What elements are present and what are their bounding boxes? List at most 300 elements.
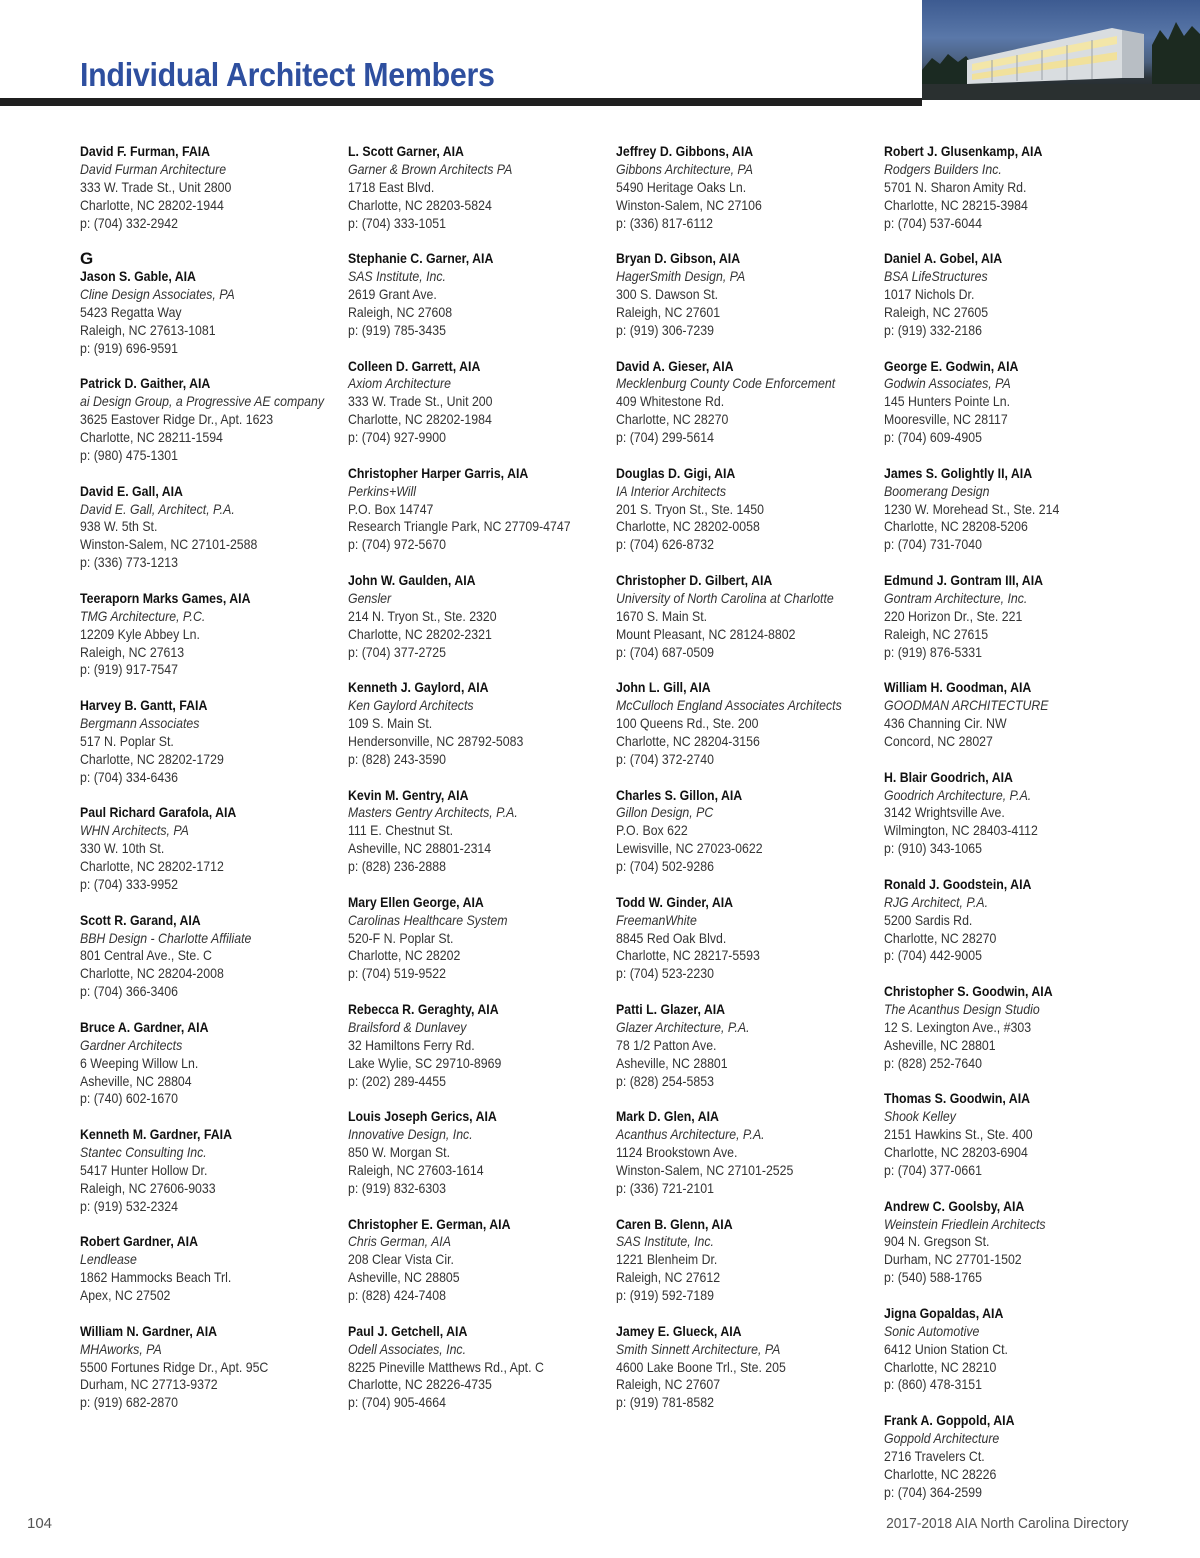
member-firm: Ken Gaylord Architects [348,697,474,714]
member-firm: Bergmann Associates [80,715,200,732]
member-firm: Weinstein Friedlein Architects [884,1215,1046,1232]
member-phone: p: (336) 817-6112 [616,214,714,231]
member-address-line: Winston-Salem, NC 27106 [616,196,762,213]
member-name: Louis Joseph Gerics, AIA [348,1108,497,1125]
member-phone: p: (704) 377-2725 [348,643,446,660]
member-phone: p: (919) 781-8582 [616,1394,714,1411]
member-address-line: 4600 Lake Boone Trl., Ste. 205 [616,1358,786,1375]
member-name: Daniel A. Gobel, AIA [884,250,1003,267]
member-firm: David E. Gall, Architect, P.A. [80,500,235,517]
member-firm: Goodrich Architecture, P.A. [884,786,1032,803]
member-firm: Rodgers Builders Inc. [884,160,1002,177]
member-firm: Sonic Automotive [884,1322,980,1339]
member-name: Jeffrey D. Gibbons, AIA [616,143,754,159]
member-address-line: 1670 S. Main St. [616,607,708,624]
member-entry [616,143,878,232]
member-entry [884,876,1146,965]
column-4 [884,143,1146,1519]
member-entry [348,143,610,232]
member-firm: Gontram Architecture, Inc. [884,589,1028,606]
member-address-line: Winston-Salem, NC 27101-2588 [80,536,258,553]
member-phone: p: (860) 478-3151 [884,1376,982,1393]
member-name: Ronald J. Goodstein, AIA [884,875,1032,892]
member-entry [348,787,610,876]
member-address-line: 330 W. 10th St. [80,840,165,857]
member-name: Patrick D. Gaither, AIA [80,375,211,392]
member-address-line: Charlotte, NC 28202-1944 [80,196,224,213]
member-firm: Lendlease [80,1251,137,1268]
member-address-line: Raleigh, NC 27613-1081 [80,321,216,338]
member-address-line: 5490 Heritage Oaks Ln. [616,178,747,195]
member-name: David F. Furman, FAIA [80,143,211,159]
member-firm: Stantec Consulting Inc. [80,1144,207,1161]
member-phone: p: (919) 832-6303 [348,1179,446,1196]
member-address-line: 938 W. 5th St. [80,518,158,535]
member-address-line: Charlotte, NC 28202 [348,947,461,964]
member-address-line: Charlotte, NC 28270 [616,411,729,428]
member-name: William H. Goodman, AIA [884,679,1032,696]
member-entry [884,1090,1146,1179]
member-address-line: 3625 Eastover Ridge Dr., Apt. 1623 [80,411,274,428]
member-name: Paul Richard Garafola, AIA [80,804,237,821]
member-address-line: 333 W. Trade St., Unit 200 [348,393,493,410]
member-phone: p: (828) 424-7408 [348,1287,446,1304]
member-name: Christopher Harper Garris, AIA [348,464,529,481]
member-address-line: 520-F N. Poplar St. [348,929,454,946]
member-address-line: 333 W. Trade St., Unit 2800 [80,178,232,195]
member-address-line: 5500 Fortunes Ridge Dr., Apt. 95C [80,1358,269,1375]
member-address-line: 850 W. Morgan St. [348,1144,451,1161]
member-entry [80,1233,342,1305]
member-address-line: Asheville, NC 28801-2314 [348,840,492,857]
member-firm: Mecklenburg County Code Enforcement [616,375,836,392]
member-name: Jigna Gopaldas, AIA [884,1304,1004,1321]
member-address-line: Asheville, NC 28805 [348,1269,460,1286]
member-entry [616,1323,878,1412]
member-address-line: Raleigh, NC 27605 [884,303,989,320]
member-entry [80,804,342,893]
member-address-line: 517 N. Poplar St. [80,732,174,749]
member-entry [884,1412,1146,1501]
member-entry [348,679,610,768]
member-entry [80,590,342,679]
member-address-line: Raleigh, NC 27615 [884,625,989,642]
member-firm: ai Design Group, a Progressive AE company [80,393,325,410]
member-firm: Perkins+Will [348,482,417,499]
member-phone: p: (704) 442-9005 [884,947,982,964]
member-name: Rebecca R. Geraghty, AIA [348,1001,499,1017]
member-name: L. Scott Garner, AIA [348,143,464,159]
member-columns [0,143,1200,1513]
member-name: Robert Gardner, AIA [80,1233,198,1250]
member-phone: p: (704) 333-1051 [348,214,446,231]
member-phone: p: (202) 289-4455 [348,1072,446,1089]
member-address-line: 300 S. Dawson St. [616,286,719,303]
member-address-line: 220 Horizon Dr., Ste. 221 [884,607,1023,624]
member-firm: Shook Kelley [884,1108,956,1125]
member-firm: Boomerang Design [884,482,990,499]
member-address-line: 6 Weeping Willow Ln. [80,1054,199,1071]
member-entry [616,1216,878,1305]
member-address-line: Charlotte, NC 28203-5824 [348,196,492,213]
member-firm: SAS Institute, Inc. [348,268,446,285]
member-phone: p: (704) 905-4664 [348,1394,446,1411]
member-name: Thomas S. Goodwin, AIA [884,1090,1031,1107]
member-address-line: Apex, NC 27502 [80,1287,171,1304]
member-entry [616,679,878,768]
member-phone: p: (704) 334-6436 [80,768,178,785]
member-address-line: Raleigh, NC 27606-9033 [80,1179,216,1196]
member-address-line: Charlotte, NC 28226-4735 [348,1376,492,1393]
member-entry [80,1019,342,1108]
member-phone: p: (828) 236-2888 [348,858,446,875]
member-address-line: 6412 Union Station Ct. [884,1340,1008,1357]
member-firm: Odell Associates, Inc. [348,1340,467,1357]
column-2 [348,143,610,1430]
member-address-line: P.O. Box 622 [616,822,688,839]
member-address-line: 5701 N. Sharon Amity Rd. [884,178,1027,195]
member-entry [80,912,342,1001]
member-phone: p: (704) 927-9900 [348,429,446,446]
member-entry [884,250,1146,339]
member-address-line: Charlotte, NC 28208-5206 [884,518,1028,535]
member-address-line: Hendersonville, NC 28792-5083 [348,732,524,749]
member-phone: p: (704) 299-5614 [616,429,714,446]
member-entry [616,572,878,661]
member-entry [616,465,878,554]
member-name: Charles S. Gillon, AIA [616,786,743,803]
member-entry [884,769,1146,858]
member-address-line: 904 N. Gregson St. [884,1233,990,1250]
member-name: William N. Gardner, AIA [80,1322,218,1339]
member-name: Jason S. Gable, AIA [80,268,196,285]
member-address-line: 1124 Brookstown Ave. [616,1144,738,1161]
member-phone: p: (919) 785-3435 [348,321,446,338]
member-address-line: 214 N. Tryon St., Ste. 2320 [348,607,497,624]
member-phone: p: (704) 609-4905 [884,429,982,446]
member-address-line: Asheville, NC 28801 [616,1054,728,1071]
member-address-line: Mooresville, NC 28117 [884,411,1008,428]
member-address-line: Raleigh, NC 27601 [616,303,721,320]
member-firm: The Acanthus Design Studio [884,1001,1040,1017]
member-address-line: 5200 Sardis Rd. [884,911,973,928]
member-phone: p: (919) 332-2186 [884,321,982,338]
member-address-line: 201 S. Tryon St., Ste. 1450 [616,500,764,517]
member-address-line: Charlotte, NC 28226 [884,1465,997,1482]
member-phone: p: (704) 372-2740 [616,750,714,767]
member-entry [80,375,342,464]
member-firm: Acanthus Architecture, P.A. [616,1126,765,1143]
member-address-line: 8225 Pineville Matthews Rd., Apt. C [348,1358,544,1375]
member-address-line: 100 Queens Rd., Ste. 200 [616,715,759,732]
member-entry [80,1126,342,1215]
member-entry [348,465,610,554]
member-entry [884,679,1146,751]
member-firm: Cline Design Associates, PA [80,286,235,303]
header-building-photo [922,0,1200,100]
member-phone: p: (919) 917-7547 [80,661,178,678]
member-address-line: Charlotte, NC 28217-5593 [616,947,760,964]
member-address-line: Asheville, NC 28801 [884,1036,996,1053]
member-name: H. Blair Goodrich, AIA [884,768,1013,785]
member-name: John L. Gill, AIA [616,679,711,696]
member-name: Scott R. Garand, AIA [80,911,201,928]
member-firm: HagerSmith Design, PA [616,268,746,285]
member-firm: Brailsford & Dunlavey [348,1018,467,1035]
member-address-line: Charlotte, NC 28204-3156 [616,732,760,749]
member-address-line: 3142 Wrightsville Ave. [884,804,1005,821]
member-firm: Axiom Architecture [348,375,451,392]
member-firm: Chris German, AIA [348,1233,451,1250]
member-address-line: 1017 Nichols Dr. [884,286,975,303]
member-entry [616,1001,878,1090]
member-entry [616,787,878,876]
member-address-line: 436 Channing Cir. NW [884,715,1007,732]
member-name: David A. Gieser, AIA [616,357,734,374]
member-address-line: 5417 Hunter Hollow Dr. [80,1161,208,1178]
member-entry [616,1108,878,1197]
member-firm: RJG Architect, P.A. [884,893,989,910]
member-address-line: 1862 Hammocks Beach Trl. [80,1269,232,1286]
member-address-line: 2619 Grant Ave. [348,286,437,303]
member-phone: p: (704) 366-3406 [80,983,178,1000]
member-entry [348,1001,610,1090]
member-phone: p: (336) 773-1213 [80,554,178,571]
member-name: James S. Golightly II, AIA [884,464,1033,481]
member-address-line: Research Triangle Park, NC 27709-4747 [348,518,571,535]
member-address-line: 1221 Blenheim Dr. [616,1251,718,1268]
member-entry [80,483,342,572]
member-address-line: 2151 Hawkins St., Ste. 400 [884,1126,1033,1143]
member-firm: Gillon Design, PC [616,804,714,821]
member-address-line: Raleigh, NC 27603-1614 [348,1161,484,1178]
member-entry [80,250,342,357]
member-address-line: Charlotte, NC 28202-1984 [348,411,492,428]
member-entry [348,1323,610,1412]
member-address-line: Charlotte, NC 28202-0058 [616,518,760,535]
member-entry [884,572,1146,661]
member-firm: FreemanWhite [616,911,697,928]
member-firm: David Furman Architecture [80,160,227,177]
member-address-line: Charlotte, NC 28210 [884,1358,997,1375]
member-address-line: Raleigh, NC 27607 [616,1376,721,1393]
member-firm: BSA LifeStructures [884,268,988,285]
member-firm: Goppold Architecture [884,1430,1000,1446]
member-address-line: 109 S. Main St. [348,715,433,732]
member-address-line: Charlotte, NC 28204-2008 [80,965,224,982]
member-address-line: Lake Wylie, SC 29710-8969 [348,1054,502,1071]
member-phone: p: (704) 537-6044 [884,214,982,231]
member-address-line: Winston-Salem, NC 27101-2525 [616,1161,794,1178]
member-firm: Garner & Brown Architects PA [348,160,513,177]
member-address-line: Charlotte, NC 28215-3984 [884,196,1028,213]
directory-footer: 2017-2018 AIA North Carolina Directory [885,1515,1128,1532]
member-address-line: 32 Hamiltons Ferry Rd. [348,1036,475,1053]
member-firm: Gensler [348,589,392,606]
member-entry [348,358,610,447]
member-phone: p: (704) 972-5670 [348,536,446,553]
member-phone: p: (919) 682-2870 [80,1394,178,1411]
member-entry [616,250,878,339]
member-name: Edmund J. Gontram III, AIA [884,572,1044,588]
member-firm: Gibbons Architecture, PA [616,160,753,177]
header-rule [0,98,922,106]
member-entry [884,358,1146,447]
member-address-line: Lewisville, NC 27023-0622 [616,840,763,857]
member-address-line: 145 Hunters Pointe Ln. [884,393,1011,410]
member-name: Patti L. Glazer, AIA [616,1001,726,1017]
member-entry [884,143,1146,232]
member-address-line: Charlotte, NC 28211-1594 [80,429,223,446]
member-name: David E. Gall, AIA [80,482,183,499]
member-address-line: Durham, NC 27701-1502 [884,1251,1022,1268]
member-firm: TMG Architecture, P.C. [80,607,206,624]
member-phone: p: (919) 306-7239 [616,321,714,338]
member-address-line: 8845 Red Oak Blvd. [616,929,727,946]
member-entry [348,894,610,983]
member-phone: p: (704) 687-0509 [616,643,714,660]
member-address-line: Charlotte, NC 28202-1729 [80,750,224,767]
member-address-line: 1230 W. Morehead St., Ste. 214 [884,500,1060,517]
member-name: Caren B. Glenn, AIA [616,1215,733,1232]
member-address-line: Charlotte, NC 28202-1712 [80,858,224,875]
member-entry [348,250,610,339]
member-firm: MHAworks, PA [80,1340,162,1357]
member-address-line: 1718 East Blvd. [348,178,435,195]
member-name: Jamey E. Glueck, AIA [616,1322,742,1339]
member-firm: Godwin Associates, PA [884,375,1011,392]
member-address-line: Raleigh, NC 27608 [348,303,453,320]
member-address-line: Wilmington, NC 28403-4112 [884,822,1038,839]
member-address-line: Raleigh, NC 27613 [80,643,185,660]
member-entry [884,1305,1146,1394]
member-name: Andrew C. Goolsby, AIA [884,1197,1025,1214]
member-name: Paul J. Getchell, AIA [348,1322,468,1339]
member-address-line: 12 S. Lexington Ave., #303 [884,1018,1032,1035]
member-phone: p: (980) 475-1301 [80,446,178,463]
member-phone: p: (828) 254-5853 [616,1072,714,1089]
member-firm: GOODMAN ARCHITECTURE [884,697,1049,714]
member-name: Christopher D. Gilbert, AIA [616,572,773,588]
member-address-line: P.O. Box 14747 [348,500,434,517]
member-name: Mark D. Glen, AIA [616,1108,719,1125]
member-entry [348,1216,610,1305]
member-name: Douglas D. Gigi, AIA [616,464,736,481]
member-firm: Carolinas Healthcare System [348,911,508,928]
member-name: Bryan D. Gibson, AIA [616,250,741,267]
member-entry [80,1323,342,1412]
member-entry [884,465,1146,554]
member-entry [884,1198,1146,1287]
member-name: George E. Godwin, AIA [884,357,1019,374]
member-address-line: 2716 Travelers Ct. [884,1447,985,1464]
member-name: Kenneth M. Gardner, FAIA [80,1126,232,1143]
section-letter: G [80,249,94,269]
member-phone: p: (704) 377-0661 [884,1161,982,1178]
member-phone: p: (919) 532-2324 [80,1197,178,1214]
member-address-line: 5423 Regatta Way [80,303,182,320]
member-entry [80,697,342,786]
member-phone: p: (704) 731-7040 [884,536,982,553]
member-phone: p: (704) 523-2230 [616,965,714,982]
member-phone: p: (704) 519-9522 [348,965,446,982]
member-address-line: Raleigh, NC 27612 [616,1269,721,1286]
member-firm: Smith Sinnett Architecture, PA [616,1340,781,1357]
member-firm: Gardner Architects [80,1036,183,1053]
member-address-line: Charlotte, NC 28270 [884,929,997,946]
column-1 [80,143,342,1430]
member-firm: BBH Design - Charlotte Affiliate [80,929,252,946]
member-address-line: Mount Pleasant, NC 28124-8802 [616,625,796,642]
member-name: Christopher S. Goodwin, AIA [884,983,1053,1000]
page-title: Individual Architect Members [80,56,495,93]
member-address-line: Durham, NC 27713-9372 [80,1376,218,1393]
member-entry [616,358,878,447]
member-name: Frank A. Goppold, AIA [884,1412,1015,1429]
member-phone: p: (910) 343-1065 [884,840,982,857]
member-name: Harvey B. Gantt, FAIA [80,697,208,714]
member-name: Christopher E. German, AIA [348,1215,511,1232]
member-address-line: Concord, NC 28027 [884,732,993,749]
member-phone: p: (336) 721-2101 [616,1179,714,1196]
member-phone: p: (740) 602-1670 [80,1090,178,1107]
member-firm: IA Interior Architects [616,482,727,499]
column-3 [616,143,878,1430]
member-phone: p: (828) 243-3590 [348,750,446,767]
member-name: Stephanie C. Garner, AIA [348,250,494,267]
member-name: Robert J. Glusenkamp, AIA [884,143,1043,159]
member-address-line: 409 Whitestone Rd. [616,393,725,410]
member-entry [616,894,878,983]
member-phone: p: (919) 876-5331 [884,643,982,660]
member-firm: Innovative Design, Inc. [348,1126,473,1143]
page-number: 104 [27,1515,53,1532]
member-name: Kevin M. Gentry, AIA [348,786,469,803]
member-address-line: Charlotte, NC 28202-2321 [348,625,492,642]
member-entry [80,143,342,232]
member-name: Mary Ellen George, AIA [348,893,484,910]
member-entry [884,983,1146,1072]
member-firm: McCulloch England Associates Architects [616,697,842,714]
member-address-line: 111 E. Chestnut St. [348,822,454,839]
member-firm: SAS Institute, Inc. [616,1233,714,1250]
member-address-line: 12209 Kyle Abbey Ln. [80,625,200,642]
member-firm: University of North Carolina at Charlotte [616,589,834,606]
member-address-line: Charlotte, NC 28203-6904 [884,1144,1028,1161]
member-address-line: 208 Clear Vista Cir. [348,1251,454,1268]
member-firm: Glazer Architecture, P.A. [616,1018,750,1035]
member-phone: p: (704) 626-8732 [616,536,714,553]
member-name: Colleen D. Garrett, AIA [348,357,481,374]
member-phone: p: (704) 333-9952 [80,875,178,892]
member-firm: Masters Gentry Architects, P.A. [348,804,518,821]
member-entry [348,572,610,661]
member-firm: WHN Architects, PA [80,822,189,839]
member-address-line: 801 Central Ave., Ste. C [80,947,212,964]
member-phone: p: (704) 364-2599 [884,1483,982,1500]
member-phone: p: (919) 592-7189 [616,1287,714,1304]
member-name: Teeraporn Marks Games, AIA [80,589,251,606]
member-phone: p: (540) 588-1765 [884,1269,982,1286]
member-address-line: 78 1/2 Patton Ave. [616,1036,717,1053]
member-phone: p: (828) 252-7640 [884,1054,982,1071]
member-phone: p: (919) 696-9591 [80,339,178,356]
member-name: John W. Gaulden, AIA [348,572,476,588]
member-name: Bruce A. Gardner, AIA [80,1018,209,1035]
member-name: Todd W. Ginder, AIA [616,893,734,910]
member-name: Kenneth J. Gaylord, AIA [348,679,489,696]
member-address-line: Asheville, NC 28804 [80,1072,192,1089]
